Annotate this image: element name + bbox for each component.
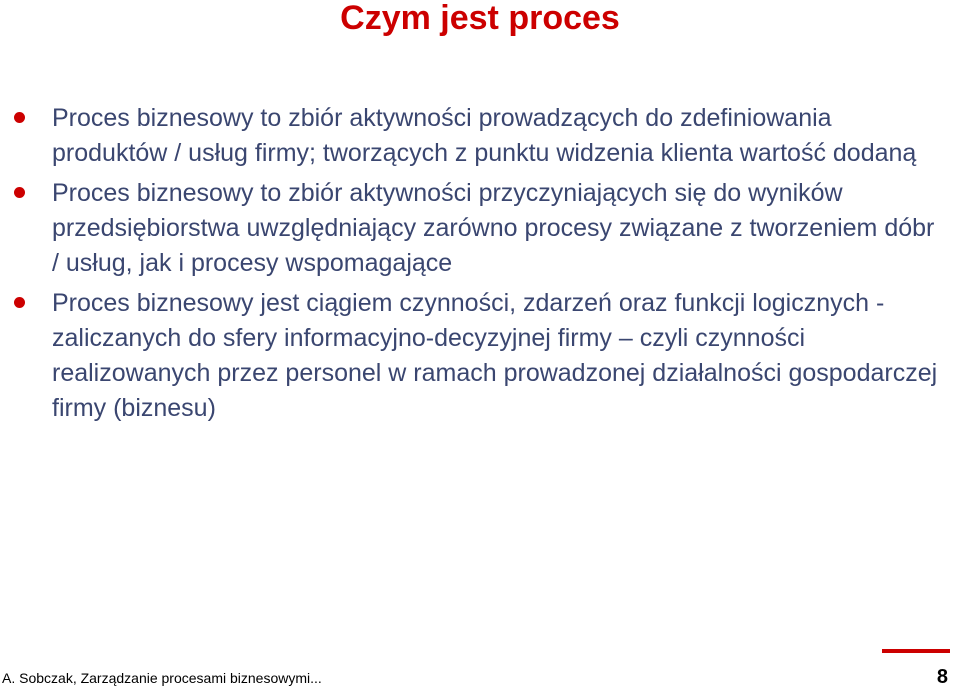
bullet-dot-icon [14, 187, 25, 198]
footer-accent-bar [882, 649, 950, 653]
bullet-text: Proces biznesowy to zbiór aktywności prowadzących do zdefiniowania produktów / usług firmy; tworzących z punktu widzenia klienta wartość dodaną [52, 104, 917, 167]
bullet-dot-icon [14, 112, 25, 123]
bullet-dot-icon [14, 297, 25, 308]
page-number: 8 [936, 666, 948, 688]
bullet-list [0, 101, 960, 431]
bullet-item [0, 176, 960, 281]
bullet-text: Proces biznesowy jest ciągiem czynności, zdarzeń oraz funkcji logicznych - zaliczanych do sfery informacyjno-decyzyjnej firmy – czyli czynności realizowanych przez personel w ramach prowadzonej działalności gospodarczej firmy (biznesu) [52, 289, 938, 422]
bullet-item [0, 286, 960, 426]
bullet-item [0, 101, 960, 171]
bullet-text: Proces biznesowy to zbiór aktywności przyczyniających się do wyników przedsiębiorstwa uwzględniający zarówno procesy związane z tworzeniem dóbr / usług, jak i procesy wspomagające [52, 179, 935, 277]
slide-title: Czym jest proces [340, 0, 620, 37]
footer-author: A. Sobczak, Zarządzanie procesami biznesowymi... [2, 670, 322, 686]
